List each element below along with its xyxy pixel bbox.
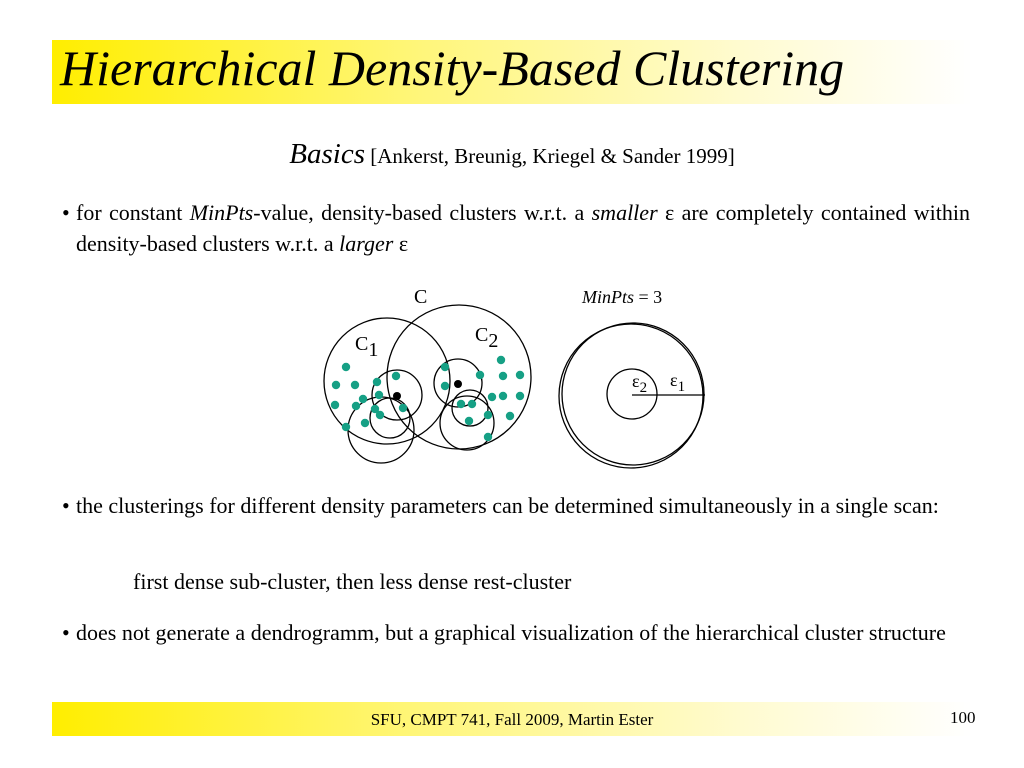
- page-number: 100: [950, 708, 976, 727]
- data-point: [506, 412, 514, 420]
- data-point: [441, 382, 449, 390]
- label-c1: C1: [355, 333, 379, 361]
- data-points: [331, 356, 524, 441]
- data-point: [352, 402, 360, 410]
- data-point: [497, 356, 505, 364]
- data-point: [342, 363, 350, 371]
- bullet-3: [62, 617, 970, 648]
- data-point: [476, 371, 484, 379]
- data-point: [399, 404, 407, 412]
- bullet-1: [62, 197, 970, 259]
- data-point: [465, 417, 473, 425]
- label-c: C: [414, 286, 428, 308]
- label-eps2: $\varepsilon_2$: [632, 371, 648, 396]
- data-point: [488, 393, 496, 401]
- data-point: [373, 378, 381, 386]
- bullet-2: [62, 490, 970, 521]
- data-point: [499, 392, 507, 400]
- core-point: [393, 392, 401, 400]
- label-c2: C2: [475, 324, 499, 352]
- slide-title: Hierarchical Density-Based Clustering: [60, 40, 845, 96]
- data-point: [351, 381, 359, 389]
- data-point: [457, 400, 465, 408]
- data-point: [361, 419, 369, 427]
- data-point: [484, 411, 492, 419]
- data-point: [332, 381, 340, 389]
- clustering-diagram: [320, 278, 720, 478]
- bullet-2-indent-text: first dense sub-cluster, then less dense rest-cluster: [133, 569, 572, 594]
- data-point: [516, 392, 524, 400]
- bullet-1-text: for constant MinPts-value, density-based clusters w.r.t. a smaller ε are completely contained within density-based clusters w.r.t. a larger ε: [76, 200, 970, 256]
- data-point: [342, 423, 350, 431]
- subtitle: [0, 138, 1024, 171]
- minpts-label: MinPts = 3: [582, 287, 663, 307]
- data-point: [441, 363, 449, 371]
- subtitle-reference: [Ankerst, Breunig, Kriegel & Sander 1999]: [370, 144, 735, 168]
- subtitle-head: Basics: [289, 138, 365, 170]
- core-point: [454, 380, 462, 388]
- cluster-c-right-circle: [387, 305, 531, 449]
- label-eps1: $\varepsilon_1$: [670, 370, 686, 395]
- bullet-dot: •: [62, 200, 70, 225]
- bullet-2-text: the clusterings for different density parameters can be determined simultaneously in a single scan:: [76, 493, 939, 518]
- data-point: [468, 400, 476, 408]
- footer-text: SFU, CMPT 741, Fall 2009, Martin Ester: [370, 710, 654, 729]
- data-point: [499, 372, 507, 380]
- bullet-dot: •: [62, 620, 70, 645]
- data-point: [359, 395, 367, 403]
- data-point: [331, 401, 339, 409]
- bullet-3-text: does not generate a dendrogramm, but a graphical visualization of the hierarchical cluster structure: [76, 620, 946, 645]
- data-point: [516, 371, 524, 379]
- data-point: [484, 433, 492, 441]
- data-point: [375, 391, 383, 399]
- data-point: [376, 411, 384, 419]
- data-point: [392, 372, 400, 380]
- bullet-dot: •: [62, 493, 70, 518]
